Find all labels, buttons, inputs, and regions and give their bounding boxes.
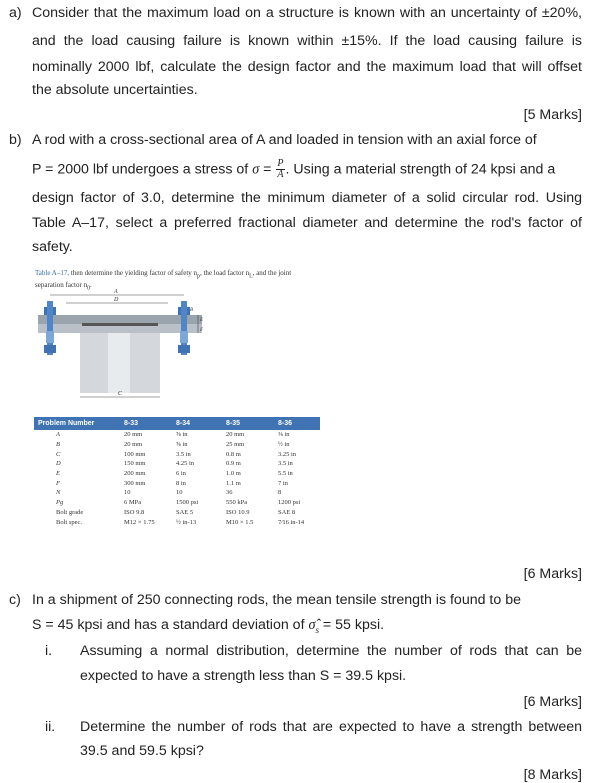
table-row: [34, 440, 320, 450]
table-row: [34, 449, 320, 459]
cell: 20 mm: [124, 441, 143, 449]
cell: 300 mm: [124, 479, 146, 487]
caption-text-3: , and the joint: [252, 269, 292, 277]
bolted-joint-diagram: [30, 285, 210, 405]
cell: 1500 psi: [176, 499, 199, 507]
row-label: Bolt spec.: [56, 518, 82, 526]
part-a-line-2: and the load causing failure is known within ±15%. If the load causing failure is: [32, 33, 582, 49]
cylinder-bore: [108, 331, 130, 393]
part-c-line-2-pre: S = 45 kpsi and has a standard deviation of: [32, 617, 305, 633]
cell: 4.25 in: [176, 460, 195, 468]
part-c-line-2: [32, 617, 384, 635]
row-label: Pg: [56, 499, 64, 507]
table-row: [34, 478, 320, 488]
part-b-line-3: design factor of 3.0, determine the minimum diameter of a solid circular rod. Using: [32, 190, 582, 206]
cell: 0.8 m: [226, 450, 241, 458]
cell: ½ in: [278, 441, 290, 449]
caption-sub-0: 0: [87, 285, 91, 292]
cell: 0.9 m: [226, 460, 241, 468]
cell: 25 mm: [226, 441, 245, 449]
row-label: Bolt grade: [56, 508, 84, 516]
caption-end: .: [90, 281, 92, 290]
cell: 10: [124, 489, 131, 497]
part-b-marks: [6 Marks]: [523, 566, 582, 582]
dim-label-a: A: [114, 289, 118, 295]
cell: 1.1 m: [226, 479, 241, 487]
part-b-line-1: A rod with a cross-sectional area of A and loaded in tension with an axial force of: [32, 132, 537, 148]
cell: ½ in-13: [176, 518, 197, 526]
caption-text-4: separation factor n: [35, 281, 88, 290]
row-label: F: [56, 479, 60, 487]
caption-sub-p: p: [197, 273, 200, 280]
part-c-line-2-post: = 55 kpsi.: [318, 617, 385, 633]
cell: M12 × 1.75: [124, 518, 155, 526]
cell: 20 mm: [226, 431, 245, 439]
cell: ⅜ in: [278, 431, 290, 439]
row-label: C: [56, 450, 61, 458]
dim-label-b: D: [114, 297, 119, 303]
cell: ISO 9.8: [124, 508, 145, 516]
part-b-line-2: [32, 159, 555, 180]
row-label: A: [56, 431, 60, 439]
dim-label-b2: B: [190, 308, 194, 313]
cell: 100 mm: [124, 450, 146, 458]
cell: 8: [278, 489, 282, 497]
cell: 10: [176, 489, 183, 497]
table-row: [34, 488, 320, 498]
cell: 20 mm: [124, 431, 143, 439]
cell: ⅝ in: [176, 441, 188, 449]
cell: 6 in: [176, 470, 186, 478]
cell: 7 in: [278, 479, 288, 487]
caption-text-2: , the load factor n: [199, 269, 250, 277]
cell: SAE 8: [278, 508, 296, 516]
row-label: B: [56, 441, 60, 449]
dim-label-f: F: [200, 328, 204, 333]
part-c-line-1: In a shipment of 250 connecting rods, the mean tensile strength is found to be: [32, 592, 521, 608]
dim-label-e: E: [200, 318, 204, 323]
cell: ISO 10.9: [226, 508, 250, 516]
sigma-subscript: s: [315, 624, 319, 635]
cell: 36: [226, 489, 233, 497]
table-row: [34, 508, 320, 518]
part-a-label: a): [9, 5, 22, 21]
header-problem-number: Problem Number: [34, 417, 124, 430]
cell: 200 mm: [124, 470, 146, 478]
sigma-hat-symbol: σ̂: [308, 617, 316, 633]
caption-sub-l: L: [249, 273, 253, 280]
part-b-line-4: Table A–17, select a preferred fractional diameter and determine the rod's factor of: [32, 215, 582, 231]
sub-i-marks: [6 Marks]: [523, 694, 582, 710]
sub-i-line-1: Assuming a normal distribution, determine the number of rods that can be: [80, 643, 582, 659]
sub-ii-label: ii.: [45, 719, 56, 735]
fraction-denominator: A: [277, 169, 284, 180]
cell: 550 kPa: [226, 499, 248, 507]
sub-i-line-2: expected to have a strength less than S = 39.5 kpsi.: [80, 668, 407, 684]
sub-ii-marks: [8 Marks]: [523, 767, 582, 783]
dim-label-c: C: [118, 391, 123, 397]
cell: 1.0 m: [226, 470, 241, 478]
sigma-symbol: σ: [252, 161, 260, 178]
part-c-label: c): [9, 592, 21, 608]
part-b-line-5: safety.: [32, 239, 73, 255]
cell: 5.5 in: [278, 470, 293, 478]
top-flange: [38, 315, 202, 324]
gasket: [82, 323, 158, 326]
header-8-33: 8-33: [124, 417, 176, 430]
table-row: [34, 430, 320, 440]
row-label: E: [56, 470, 60, 478]
sub-i-label: i.: [45, 643, 53, 659]
cell: 6 MPa: [124, 499, 142, 507]
fraction-numerator: P: [277, 158, 284, 169]
table-row: [34, 517, 320, 527]
part-a-line-3: nominally 2000 lbf, calculate the design factor and the maximum load that will offset: [32, 59, 582, 75]
header-8-34: 8-34: [176, 417, 226, 430]
part-b-line-2-pre: P = 2000 lbf undergoes a stress of: [32, 161, 249, 178]
caption-text-1: then determine the yielding factor of safety n: [69, 269, 198, 277]
part-b-label: b): [9, 132, 22, 148]
part-a-line-4: the absolute uncertainties.: [32, 82, 198, 98]
cell: ⅝ in: [176, 431, 188, 439]
header-8-36: 8-36: [278, 417, 320, 430]
cell: M10 × 1.5: [226, 518, 254, 526]
part-a-line-1: Consider that the maximum load on a structure is known with an uncertainty of ±20%,: [32, 5, 582, 21]
cell: 1200 psi: [278, 499, 301, 507]
table-row: [34, 498, 320, 508]
sub-ii-line-2: 39.5 and 59.5 kpsi?: [80, 743, 204, 759]
cell: 3.5 in: [278, 460, 293, 468]
table-row: [34, 469, 320, 479]
problem-table: [34, 417, 320, 527]
table-header-row: [34, 417, 320, 430]
cell: 3.5 in: [176, 450, 191, 458]
cell: 7⁄16 in-14: [278, 518, 305, 526]
row-label: D: [56, 460, 61, 468]
cell: SAE 5: [176, 508, 194, 516]
cell: 8 in: [176, 479, 186, 487]
part-a-marks: [5 Marks]: [523, 107, 582, 123]
sub-ii-line-1: Determine the number of rods that are expected to have a strength between: [80, 719, 582, 735]
header-8-35: 8-35: [226, 417, 278, 430]
equals-sign: =: [263, 161, 272, 178]
table-a17-link[interactable]: Table A–17,: [35, 269, 70, 277]
row-label: N: [56, 489, 61, 497]
part-b-line-2-post: . Using a material strength of 24 kpsi and a: [285, 161, 556, 178]
table-row: [34, 459, 320, 469]
cell: 150 mm: [124, 460, 146, 468]
cell: 3.25 in: [278, 450, 297, 458]
stress-fraction: [276, 159, 284, 180]
